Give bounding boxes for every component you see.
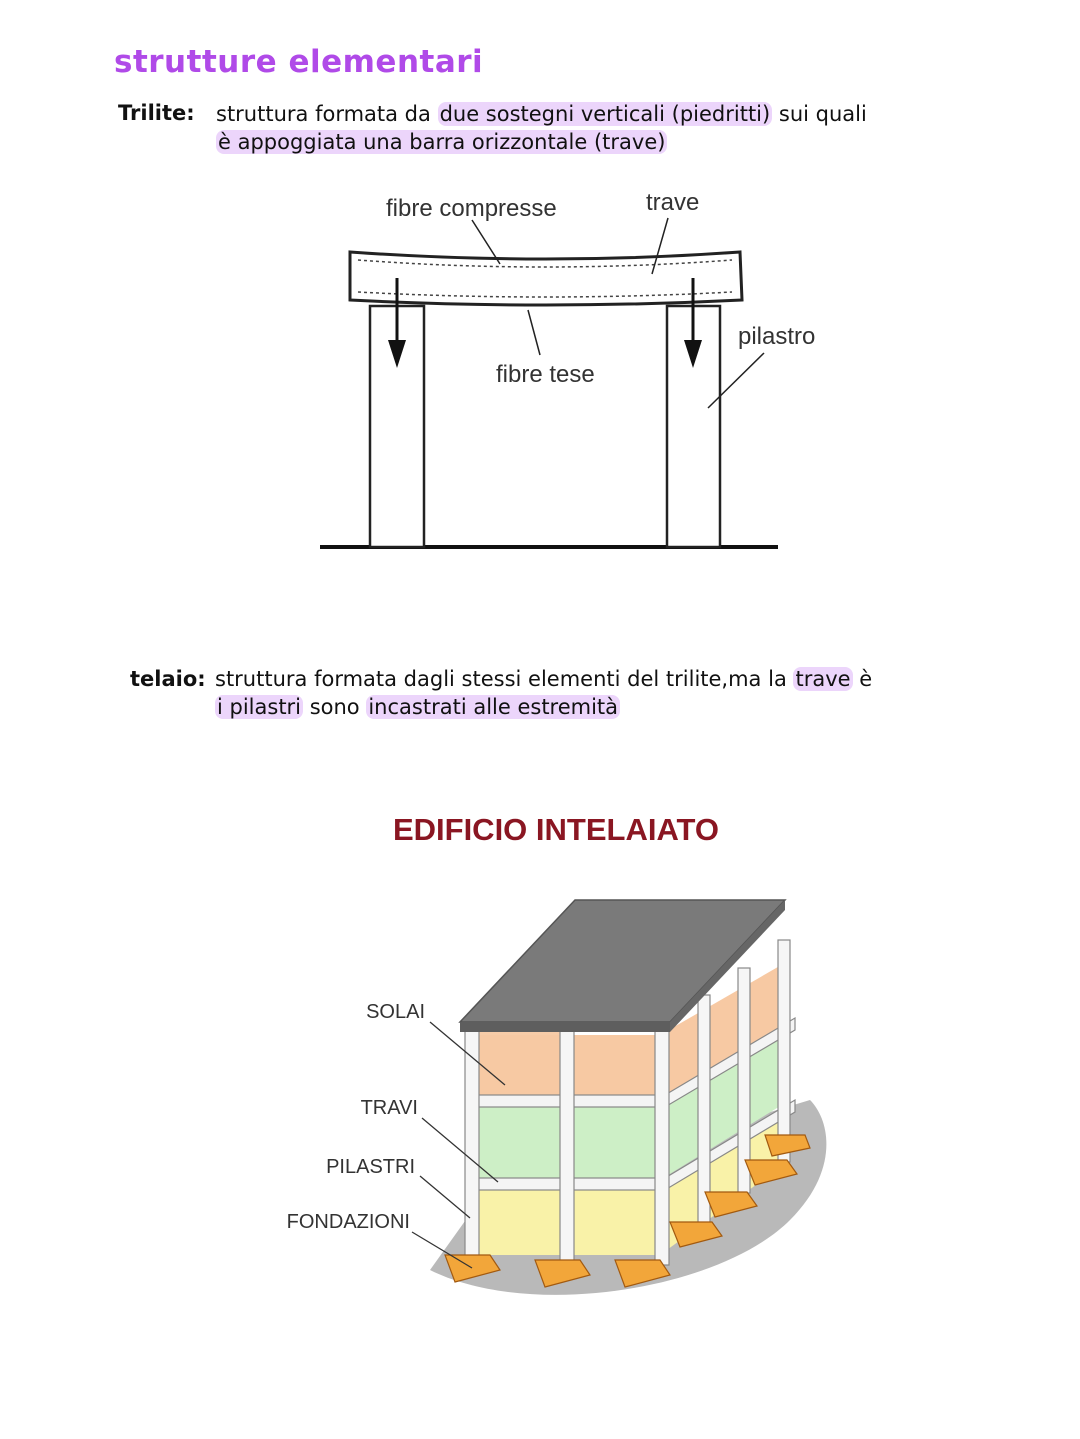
trilite-definition [216,100,1036,156]
foundation-block [615,1260,670,1287]
trilite-definition-line-2 [216,128,1036,156]
trilite-diagram [300,180,860,570]
trilite-definition-line-1 [216,100,1036,128]
text-segment: sono [303,695,367,719]
highlighted-text: due sostegni verticali (piedritti) [439,102,771,126]
highlighted-text: è appoggiata una barra orizzontale (trave) [218,130,666,154]
label-pillar: pilastro [738,323,816,350]
label-beams: TRAVI [360,1097,418,1119]
label-pillars: PILASTRI [326,1156,415,1178]
label-compressed-fibres: fibre compresse [386,195,557,222]
text-segment: struttura formata da [216,102,438,126]
telaio-definition [215,665,1035,721]
roof-edge [460,1022,670,1032]
label-slabs: SOLAI [366,1001,425,1023]
text-segment: sui quali [772,102,867,126]
leader-tense [528,310,540,355]
label-tense-fibres: fibre tese [496,361,595,388]
page-title: strutture elementari [114,44,484,80]
leader-pillars [420,1176,470,1218]
highlighted-text: incastrati alle estremità [368,695,619,719]
label-beam: trave [646,189,700,216]
text-segment: è [852,667,873,691]
trilite-term: Trilite: [118,101,195,125]
pillar [560,1025,574,1265]
highlighted-text: trave [795,667,851,691]
framed-building-diagram [250,800,870,1320]
pillar [738,968,750,1193]
pillar [655,1025,669,1265]
telaio-definition-line-2 [215,693,1035,721]
highlighted-text: i pilastri [217,695,302,719]
building-diagram-title: EDIFICIO INTELAIATO [392,812,720,847]
label-foundations: FONDAZIONI [286,1211,410,1233]
pillar [698,995,710,1225]
telaio-term: telaio: [130,667,206,691]
telaio-definition-line-1 [215,665,1035,693]
text-segment: struttura formata dagli stessi elementi del trilite,ma la [215,667,794,691]
pillar [778,940,790,1162]
